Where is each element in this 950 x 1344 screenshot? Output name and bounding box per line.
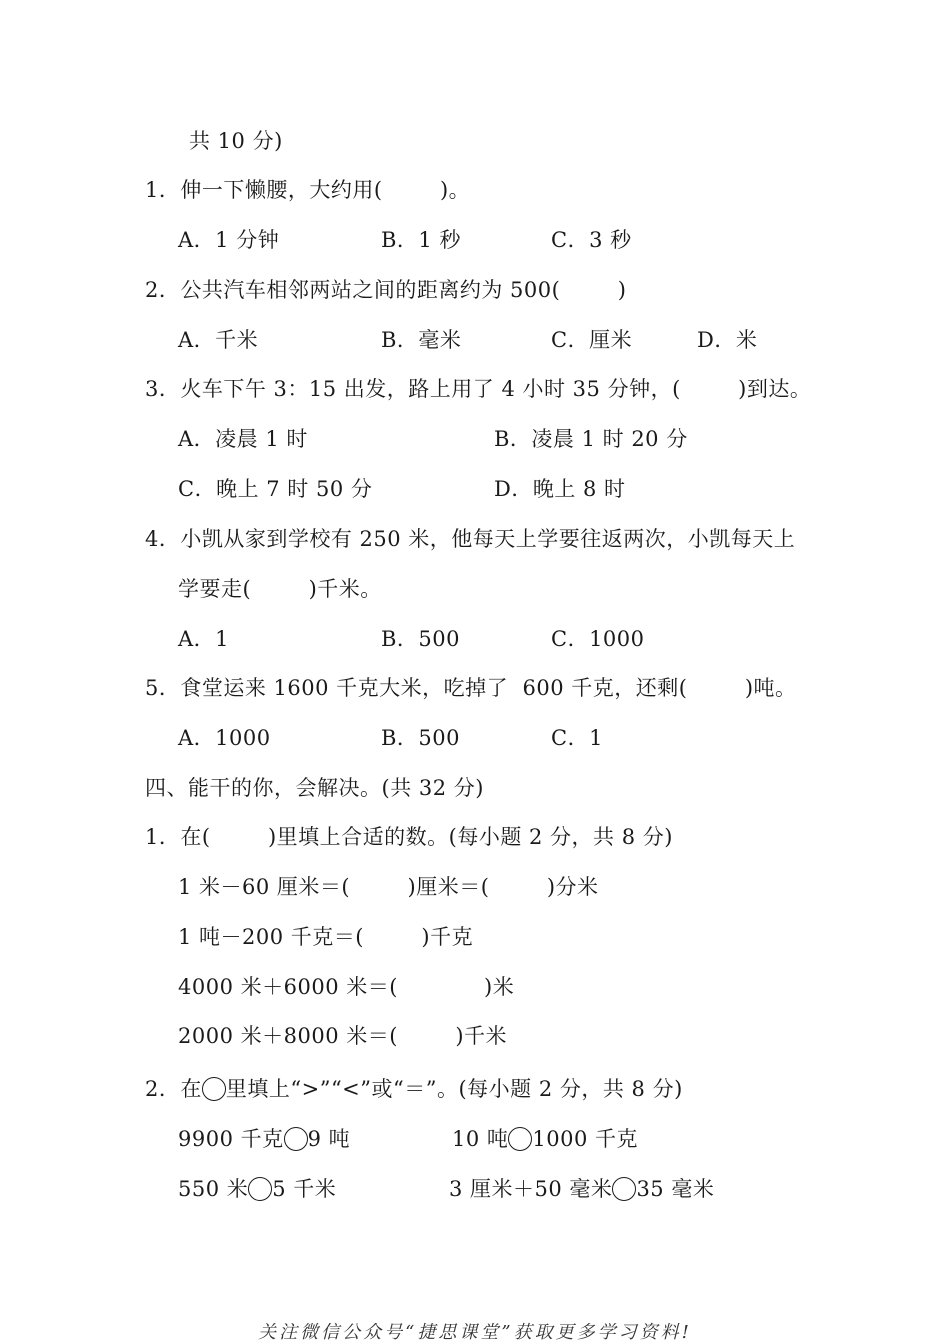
compare-1 bbox=[178, 1126, 350, 1152]
q2-option-b: B．毫米 bbox=[381, 328, 462, 352]
question-1: 1．伸一下懒腰，大约用( )。 bbox=[145, 178, 471, 202]
circle-icon bbox=[508, 1127, 532, 1151]
circle-icon bbox=[284, 1127, 308, 1151]
compare-2-left: 10 吨 bbox=[452, 1127, 509, 1151]
problem-1-item-4: 2000 米＋8000 米＝( )千米 bbox=[178, 1024, 508, 1048]
circle-icon bbox=[248, 1177, 272, 1201]
question-4-line-1: 4．小凯从家到学校有 250 米，他每天上学要往返两次，小凯每天上 bbox=[145, 527, 796, 551]
problem-2-prefix: 2．在 bbox=[145, 1077, 202, 1101]
q1-option-c: C．3 秒 bbox=[551, 228, 632, 252]
compare-4 bbox=[449, 1176, 714, 1202]
q3-option-c: C．晚上 7 时 50 分 bbox=[178, 477, 373, 501]
compare-3-right: 5 千米 bbox=[272, 1177, 337, 1201]
problem-1-item-1: 1 米－60 厘米＝( )厘米＝( )分米 bbox=[178, 875, 599, 899]
circle-icon bbox=[202, 1077, 226, 1101]
compare-3-left: 550 米 bbox=[178, 1177, 249, 1201]
compare-2 bbox=[452, 1126, 638, 1152]
question-4-line-2: 学要走( )千米。 bbox=[178, 577, 382, 601]
section-4-heading: 四、能干的你，会解决。(共 32 分) bbox=[145, 776, 484, 800]
q4-option-c: C．1000 bbox=[551, 627, 645, 651]
problem-2-text: 里填上“>”“<”或“＝”。(每小题 2 分，共 8 分) bbox=[225, 1077, 683, 1101]
compare-4-left: 3 厘米＋50 毫米 bbox=[449, 1177, 613, 1201]
q2-option-c: C．厘米 bbox=[551, 328, 633, 352]
problem-1: 1．在( )里填上合适的数。(每小题 2 分，共 8 分) bbox=[145, 825, 673, 849]
compare-1-left: 9900 千克 bbox=[178, 1127, 284, 1151]
q1-option-b: B．1 秒 bbox=[381, 228, 461, 252]
q2-option-a: A．千米 bbox=[178, 328, 259, 352]
q5-option-b: B．500 bbox=[381, 726, 461, 750]
compare-4-right: 35 毫米 bbox=[636, 1177, 715, 1201]
circle-icon bbox=[612, 1177, 636, 1201]
problem-2 bbox=[145, 1076, 683, 1102]
question-2: 2．公共汽车相邻两站之间的距离约为 500( ) bbox=[145, 278, 627, 302]
q5-option-c: C．1 bbox=[551, 726, 603, 750]
section-continuation: 共 10 分) bbox=[189, 129, 283, 153]
compare-2-right: 1000 千克 bbox=[532, 1127, 639, 1151]
question-5: 5．食堂运来 1600 千克大米，吃掉了 600 千克，还剩( )吨。 bbox=[145, 676, 797, 700]
q2-option-d: D．米 bbox=[697, 328, 758, 352]
question-3: 3．火车下午 3：15 出发，路上用了 4 小时 35 分钟，( )到达。 bbox=[145, 377, 812, 401]
q4-option-b: B．500 bbox=[381, 627, 461, 651]
footer-watermark: 关注微信公众号“捷思课堂”获取更多学习资料! bbox=[258, 1322, 692, 1343]
q1-option-a: A．1 分钟 bbox=[178, 228, 280, 252]
q5-option-a: A．1000 bbox=[178, 726, 271, 750]
q3-option-d: D．晚上 8 时 bbox=[494, 477, 626, 501]
problem-1-item-2: 1 吨－200 千克＝( )千克 bbox=[178, 925, 474, 949]
q3-option-b: B．凌晨 1 时 20 分 bbox=[494, 427, 688, 451]
q3-option-a: A．凌晨 1 时 bbox=[178, 427, 308, 451]
q4-option-a: A．1 bbox=[178, 627, 230, 651]
compare-3 bbox=[178, 1176, 336, 1202]
problem-1-item-3: 4000 米＋6000 米＝( )米 bbox=[178, 975, 515, 999]
compare-1-right: 9 吨 bbox=[307, 1127, 351, 1151]
